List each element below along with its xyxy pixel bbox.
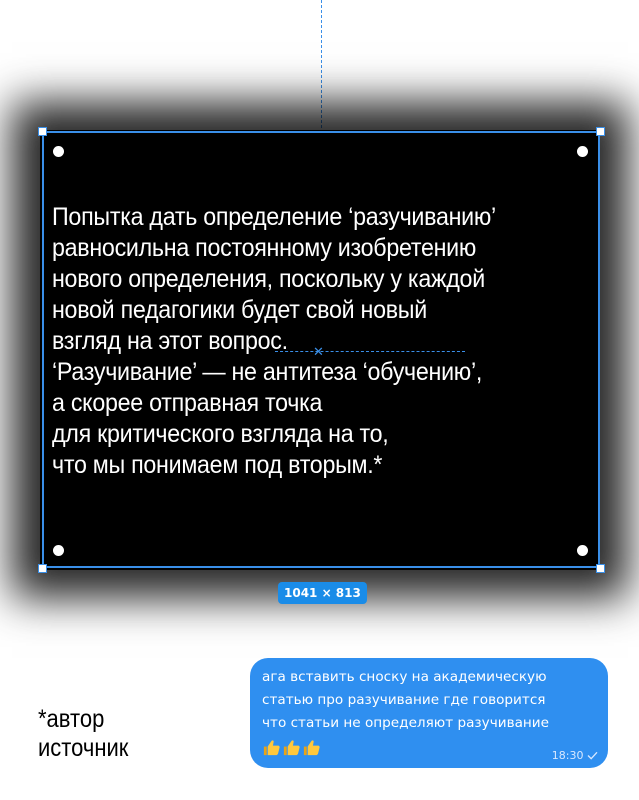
canvas-caption bbox=[52, 202, 562, 481]
corner-radius-handle-top-left[interactable] bbox=[53, 146, 64, 157]
corner-radius-handle-bottom-left[interactable] bbox=[53, 545, 64, 556]
caption-line: новой педагогики будет свой новый bbox=[52, 296, 427, 324]
check-icon bbox=[587, 749, 598, 762]
caption-line: равносильна постоянному изобретению bbox=[52, 234, 477, 262]
caption-line: нового определения, поскольку у каждой bbox=[52, 265, 485, 293]
center-cross-icon: ✕ bbox=[313, 344, 324, 359]
caption-line: для критического взгляда на то, bbox=[52, 420, 389, 448]
resize-handle-bottom-left[interactable] bbox=[38, 564, 47, 573]
size-badge: 1041 × 813 bbox=[278, 582, 367, 604]
resize-handle-bottom-right[interactable] bbox=[596, 564, 605, 573]
caption-line: что мы понимаем под вторым.* bbox=[52, 451, 383, 479]
resize-handle-top-left[interactable] bbox=[38, 127, 47, 136]
caption-line: ‘Разучивание’ — не антитеза ‘обучению’, bbox=[52, 358, 483, 386]
vertical-guide-line bbox=[321, 0, 322, 128]
thumbs-up-icon bbox=[282, 738, 301, 757]
message-meta bbox=[552, 749, 598, 762]
resize-handle-top-right[interactable] bbox=[596, 127, 605, 136]
thumbs-up-icon bbox=[302, 738, 321, 757]
message-time: 18:30 bbox=[551, 749, 584, 762]
caption-line: Попытка дать определение ‘разучиванию’ bbox=[52, 203, 496, 231]
caption-line: взгляд на этот вопрос. bbox=[52, 327, 288, 355]
footnote-line-author: *автор bbox=[38, 705, 105, 733]
corner-radius-handle-bottom-right[interactable] bbox=[577, 545, 588, 556]
footnote-line-source: источник bbox=[38, 734, 129, 762]
thumbs-up-icon bbox=[262, 738, 281, 757]
emoji-row bbox=[262, 738, 322, 760]
footnote bbox=[38, 705, 128, 763]
horizontal-guide-line bbox=[275, 351, 465, 352]
message-text: ага вставить сноску на академическую статью про разучивание где говорится что статьи не определяют разучивание bbox=[262, 669, 550, 731]
message-bubble[interactable] bbox=[250, 658, 608, 768]
caption-line: а скорее отправная точка bbox=[52, 389, 323, 417]
corner-radius-handle-top-right[interactable] bbox=[577, 146, 588, 157]
